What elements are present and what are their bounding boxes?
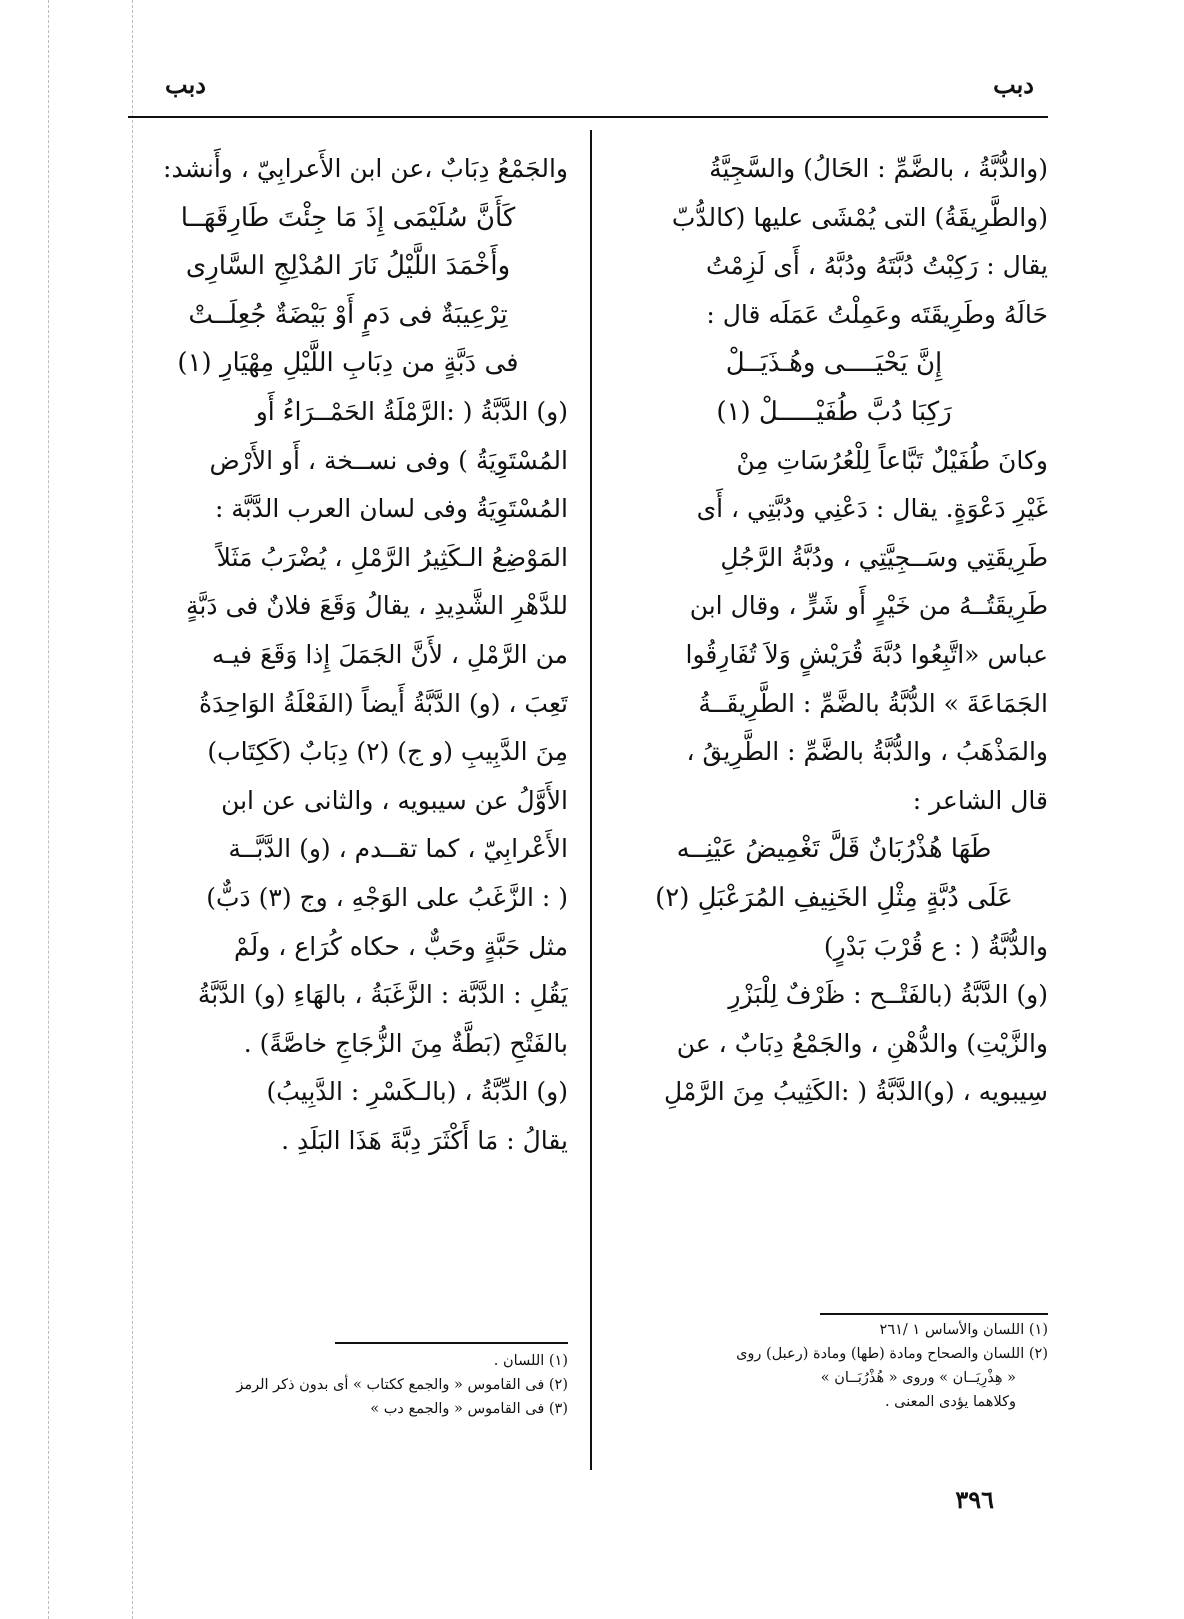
text-line: غَيْرِ دَعْوَةٍ. يقال : دَعْنِي ودُبَّتِي ، أَى [696,494,1048,524]
right-column [620,145,1048,1117]
verse-line: إِنَّ يَحْيَــــى وهُـذَيَــلْ [725,348,943,379]
text-line: ( : الزَّغَبُ على الوَجْهِ ، وج (٣) دَبٌّ) [206,882,568,912]
footnote-continuation: وكلاهما يؤدى المعنى . [884,1394,1016,1410]
text-line: (و) الدِّبَّةُ ، (بالـكَسْرِ : الدَّبِيبُ) [266,1077,568,1107]
running-head-right: دبب [993,70,1034,99]
text-line: والمَذْهَبُ ، والدُّبَّةُ بالضَّمِّ : الطَّرِيقُ ، [686,737,1048,767]
page-number: ٣٩٦ [955,1485,994,1514]
text-line: يَقُلِ : الدَّبَّة : الزَّغَبَةُ ، بالهَاءِ (و) الدَّبَّةُ [197,980,568,1010]
text-line: الأَعْرابِيّ ، كما تقــدم ، (و) الدَّبَّــة [228,834,568,864]
column-divider [590,130,592,1470]
verse-line: رَكِبَا دُبَّ طُفَيْـــــلْ (١) [716,396,952,427]
text-line: قال الشاعر : [912,785,1048,815]
verse-line: تِرْعِيبَةٌ فى دَمٍ أَوْ بَيْضَةٌ جُعِلَــتْ [188,299,508,330]
text-line: مثل حَبَّةٍ وحَبٌّ ، حكاه كُرَاع ، ولَمْ [234,931,568,961]
left-column [128,145,568,1165]
footnote: (٣) فى القاموس « والجمع دب » [370,1401,568,1417]
verse-line: فى دَبَّةٍ من دِبَابِ اللَّيْلِ مِهْيَارِ (١) [177,348,519,379]
text-line: الأَوَّلُ عن سيبويه ، والثانى عن ابن [221,785,568,815]
footnote: (٢) اللسان والصحاح ومادة (طها) ومادة (رعبل) روى [736,1346,1048,1362]
text-line: الجَمَاعَةَ » الدُّبَّةُ بالضَّمِّ : الطَّرِيقَــةُ [698,688,1048,718]
text-line: طَرِيقَتُــهُ من خَيْرٍ أَو شَرٍّ ، وقال ابن [689,591,1048,621]
header-rule [128,116,1048,118]
text-line: (و) الدَّبَّةُ ( :الرَّمْلَةُ الحَمْــرَاءُ أَو [255,396,568,426]
footnotes-left [100,1349,568,1421]
text-line: (والدُّبَّةُ ، بالضَّمِّ : الحَالُ) والسَّجِيَّةُ [709,154,1048,183]
text-line: من الرَّمْلِ ، لأَنَّ الجَمَلَ إِذا وَقَعَ فيـه [211,639,568,669]
scan-artifact-line [48,0,49,1619]
footnote-rule-right [820,1313,1048,1315]
text-line: يقالُ : مَا أَكْثَرَ دِبَّةَ هَذَا البَلَدِ . [281,1125,568,1155]
text-line: المُسْتَوِيَةُ وفى لسان العرب الدَّبَّة : [214,494,568,524]
running-head-left: دبب [165,70,206,99]
verse-line: طَهَا هُذْرُبَانٌ قَلَّ تَغْمِيضُ عَيْنِــه [676,834,992,865]
text-line: مِنَ الدَّبِيبِ (و ج) (٢) دِبَابٌ (كَكِتَاب) [207,737,568,767]
text-line: المَوْضِعُ الـكَثِيرُ الرَّمْلِ ، يُضْرَبُ مَثَلاً [216,542,568,572]
verse-line: كَأَنَّ سُلَيْمَى إِذَ مَا جِئْتَ طَارِقَهَــا [180,202,516,233]
text-line: (و) الدَّبَّةُ (بالفَتْــح : ظَرْفٌ لِلْبَزْرِ [728,980,1048,1010]
text-line: طَرِيقَتِي وسَــجِيَّتِي ، ودُبَّةُ الرَّجُلِ [720,542,1048,572]
footnote: (٢) فى القاموس « والجمع ككتاب » أى بدون ذكر الرمز [236,1377,568,1393]
text-line: بالفَتْحِ (بَطَّةٌ مِنَ الزُّجَاجِ خاصَّةً) . [243,1028,568,1058]
footnote-rule-left [335,1342,568,1344]
verse-line: عَلَى دُبَّةٍ مِثْلِ الخَنِيفِ المُرَعْبَلِ (٢) [655,882,1013,913]
footnote: (١) اللسان والأساس ١ /٢٦١ [879,1322,1048,1338]
text-line: والجَمْعُ دِبَابٌ ،عن ابن الأَعرابِيّ ، وأَنشد: [163,154,568,183]
text-line: المُسْتَوِيَةُ ) وفى نســخة ، أَو الأَرْض [209,445,568,475]
text-line: عباس «اتَّبِعُوا دُبَّةَ قُرَيْشٍ وَلاَ تُفَارِقُوا [685,639,1048,669]
footnotes-right [615,1318,1048,1414]
footnote: (١) اللسان . [493,1353,568,1369]
text-line: وكانَ طُفَيْلٌ تَبَّاعاً لِلْعُرُسَاتِ مِنْ [736,445,1048,475]
text-line: يقال : رَكِبْتُ دُبَّتَهُ ودُبَّهُ ، أَى لَزِمْتُ [705,251,1048,281]
text-line: والزَّيْتِ) والدُّهْنِ ، والجَمْعُ دِبَابٌ ، عن [676,1028,1048,1058]
text-line: (والطَّرِيقَةُ) التى يُمْشَى عليها (كالدُّبّ [671,202,1048,232]
text-line: تَعِبَ ، (و) الدَّبَّةُ أَيضاً (الفَعْلَةُ الوَاحِدَةُ [199,688,568,718]
text-line: سِيبويه ، (و)الدَّبَّةُ ( :الكَثِيبُ مِنَ الرَّمْلِ [664,1077,1048,1107]
verse-line: وأَخْمَدَ اللَّيْلُ نَارَ المُدْلِجِ السَّارِى [185,251,511,282]
text-line: حَالَهُ وطَرِيقَتَه وعَمِلْتُ عَمَلَه قال : [706,299,1048,329]
footnote-continuation: « هِذْرِيَــان » وروى « هُذْرُبَــان » [820,1370,1016,1386]
text-line: للدَّهْرِ الشَّدِيدِ ، يقالُ وَقَعَ فلانٌ فى دَبَّةٍ [186,591,568,621]
text-line: والدُّبَّةُ ( : ع قُرْبَ بَدْرٍ) [823,931,1048,961]
